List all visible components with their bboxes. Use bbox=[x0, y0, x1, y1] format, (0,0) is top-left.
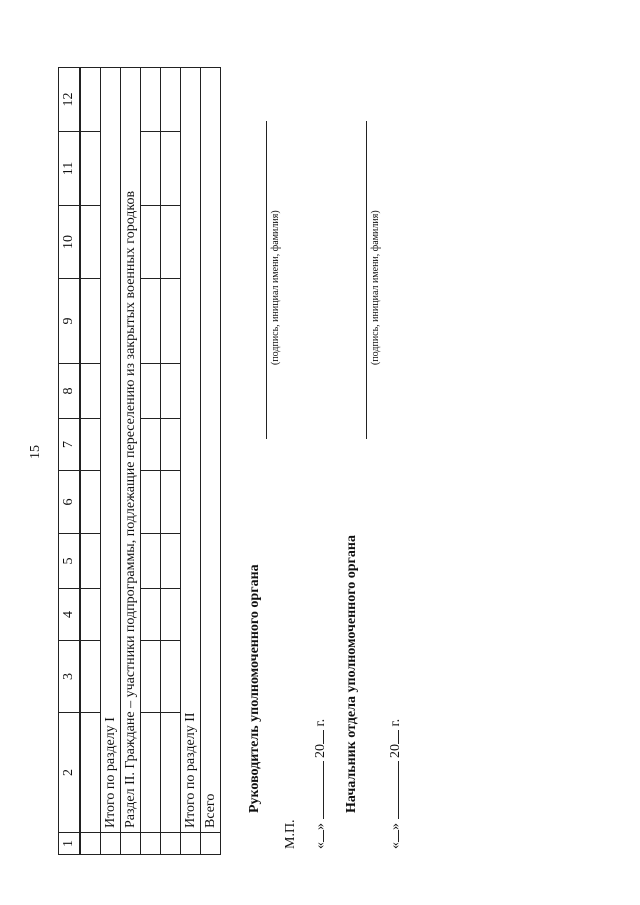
date-close-quote: » bbox=[388, 823, 403, 830]
table-cell bbox=[161, 589, 181, 641]
table-cell bbox=[80, 534, 101, 589]
table-cell bbox=[161, 279, 181, 364]
date-month-blank[interactable] bbox=[386, 762, 399, 820]
date-open-quote: « bbox=[388, 842, 403, 849]
table-cell bbox=[141, 364, 161, 419]
table-cell bbox=[80, 471, 101, 534]
date-day-blank[interactable] bbox=[311, 830, 324, 842]
table-cell bbox=[141, 534, 161, 589]
table-cell bbox=[201, 833, 221, 855]
table-cell bbox=[80, 419, 101, 471]
date-year-blank[interactable] bbox=[386, 730, 399, 744]
column-number: 6 bbox=[59, 471, 81, 534]
table-cell bbox=[80, 589, 101, 641]
table-cell bbox=[141, 833, 161, 855]
column-number: 8 bbox=[59, 364, 81, 419]
column-number: 5 bbox=[59, 534, 81, 589]
table-cell bbox=[141, 68, 161, 132]
date-year-blank[interactable] bbox=[311, 730, 324, 744]
table-cell bbox=[161, 471, 181, 534]
head-signature-hint: (подпись, инициал имени, фамилия) bbox=[270, 210, 281, 365]
column-number: 7 bbox=[59, 419, 81, 471]
report-table bbox=[58, 67, 221, 855]
stamp-placeholder: М.П. bbox=[283, 819, 298, 849]
table-row-empty bbox=[141, 68, 161, 855]
table-cell bbox=[141, 713, 161, 833]
date-year-suffix: г. bbox=[388, 718, 403, 727]
table-row-total-section-2 bbox=[181, 68, 201, 855]
table-cell bbox=[80, 206, 101, 279]
table-cell bbox=[161, 68, 181, 132]
table-cell bbox=[181, 833, 201, 855]
table-cell bbox=[141, 471, 161, 534]
table-cell bbox=[141, 589, 161, 641]
table-cell bbox=[161, 833, 181, 855]
table-row-empty bbox=[161, 68, 181, 855]
table-cell bbox=[80, 713, 101, 833]
table-cell bbox=[80, 68, 101, 132]
date-close-quote: » bbox=[313, 823, 328, 830]
table-cell bbox=[161, 641, 181, 713]
table-cell bbox=[80, 833, 101, 855]
column-number: 1 bbox=[59, 833, 81, 855]
page-number: 15 bbox=[28, 445, 43, 459]
department-head-signature-line bbox=[366, 121, 367, 439]
table-cell bbox=[141, 419, 161, 471]
table-row-grand-total bbox=[201, 68, 221, 855]
column-number: 10 bbox=[59, 206, 81, 279]
column-number: 3 bbox=[59, 641, 81, 713]
department-head-label: Начальник отдела уполномоченного органа bbox=[344, 535, 359, 813]
table-row-total-section-1 bbox=[101, 68, 121, 855]
date-month-blank[interactable] bbox=[311, 762, 324, 820]
department-head-signature-hint: (подпись, инициал имени, фамилия) bbox=[370, 210, 381, 365]
table-cell bbox=[161, 419, 181, 471]
table-cell bbox=[141, 132, 161, 206]
date-day-blank[interactable] bbox=[386, 830, 399, 842]
column-number: 11 bbox=[59, 132, 81, 206]
date-year-prefix: 20 bbox=[388, 744, 403, 758]
table-cell bbox=[80, 364, 101, 419]
department-head-signature-date bbox=[386, 719, 404, 849]
table-cell bbox=[80, 132, 101, 206]
table-cell bbox=[80, 641, 101, 713]
table-cell bbox=[161, 534, 181, 589]
section-2-title: Раздел II. Граждане – участники подпрограммы, подлежащие переселению из закрытых военных городков bbox=[121, 68, 141, 833]
table-cell bbox=[141, 206, 161, 279]
total-section-1-label: Итого по разделу I bbox=[101, 68, 121, 833]
table-cell bbox=[161, 206, 181, 279]
table-cell bbox=[141, 641, 161, 713]
column-number: 4 bbox=[59, 589, 81, 641]
head-of-authority-label: Руководитель уполномоченного органа bbox=[247, 564, 262, 813]
table-row-section-2-header bbox=[121, 68, 141, 855]
grand-total-label: Всего bbox=[201, 68, 221, 833]
date-year-suffix: г. bbox=[313, 718, 328, 727]
date-open-quote: « bbox=[313, 842, 328, 849]
report-table-container bbox=[58, 68, 221, 855]
table-cell bbox=[121, 833, 141, 855]
table-cell bbox=[161, 713, 181, 833]
column-number: 12 bbox=[59, 68, 81, 132]
table-cell bbox=[80, 279, 101, 364]
table-cell bbox=[141, 279, 161, 364]
table-cell bbox=[161, 132, 181, 206]
table-cell bbox=[161, 364, 181, 419]
column-number: 9 bbox=[59, 279, 81, 364]
table-row-empty bbox=[80, 68, 101, 855]
date-year-prefix: 20 bbox=[313, 744, 328, 758]
column-number-row bbox=[59, 68, 81, 855]
head-signature-line bbox=[266, 121, 267, 439]
total-section-2-label: Итого по разделу II bbox=[181, 68, 201, 833]
table-cell bbox=[101, 833, 121, 855]
column-number: 2 bbox=[59, 713, 81, 833]
head-signature-date bbox=[311, 719, 329, 849]
